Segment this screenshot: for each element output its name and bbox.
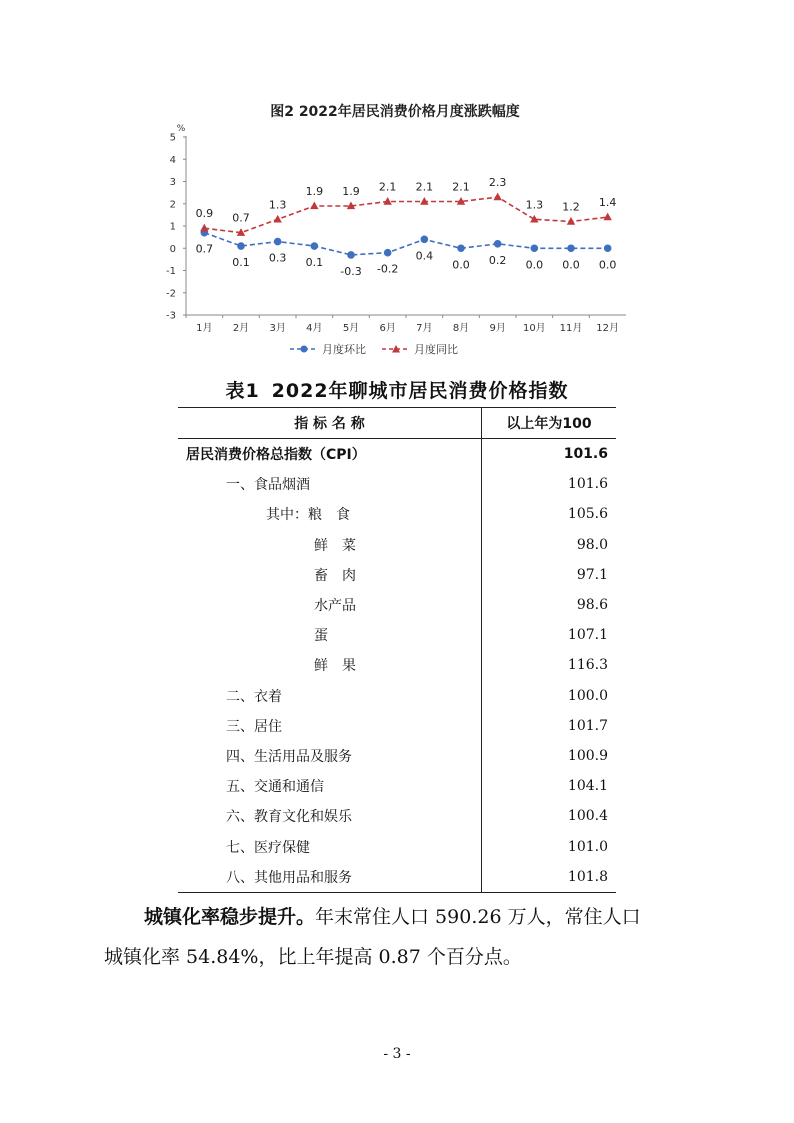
row-name: 六、教育文化和娱乐 [226,809,352,826]
row-name: 畜 肉 [314,567,356,584]
data-label-mom: 0.1 [305,256,324,270]
row-name: 三、居住 [226,718,282,735]
data-label-mom: 0.0 [452,258,470,272]
data-label-mom: 0.2 [488,253,507,267]
data-point-yoy [200,224,208,232]
y-tick-label: 2 [169,199,176,211]
data-point-mom [347,251,355,259]
data-label-yoy: 1.9 [342,184,360,198]
row-value: 98.6 [482,590,617,620]
series-line-yoy [204,197,607,233]
data-point-yoy [310,201,318,209]
row-value: 101.6 [482,439,617,470]
data-point-yoy [530,215,538,223]
row-value: 107.1 [482,620,617,650]
table-row [178,831,616,861]
row-value: 100.9 [482,741,617,771]
data-label-yoy: 1.2 [562,200,580,214]
data-point-yoy [273,215,281,223]
table-header-row [178,408,616,439]
y-tick-label: -3 [166,310,176,322]
row-name: 二、衣着 [226,688,282,705]
paragraph-lead: 城镇化率稳步提升。 [144,906,316,928]
paragraph-line-1 [104,897,704,937]
data-label-yoy: 2.1 [452,180,470,194]
legend-label-mom: 月度环比 [322,343,366,356]
data-label-mom: 0.7 [195,242,214,256]
data-point-yoy [603,213,611,221]
data-point-mom [604,244,612,252]
row-name: 七、医疗保健 [226,839,310,856]
x-tick-label: 2月 [232,323,250,334]
row-value: 116.3 [482,650,617,680]
row-value: 98.0 [482,530,617,560]
row-value: 100.4 [482,801,617,831]
y-unit-label: % [176,124,186,134]
urbanization-paragraph [104,897,704,977]
table-row [178,530,616,560]
table-row [178,801,616,831]
data-label-yoy: 0.7 [232,211,250,225]
table-row [178,681,616,711]
row-name: 五、交通和通信 [226,779,324,796]
table-row [178,560,616,590]
data-label-mom: 0.0 [562,258,580,272]
data-point-mom [274,238,282,246]
data-label-yoy: 2.1 [378,180,397,194]
data-point-yoy [493,193,501,201]
x-tick-label: 1月 [196,323,213,334]
y-tick-label: 3 [169,177,176,188]
data-point-yoy [383,197,391,205]
row-name: 鲜 果 [314,658,356,675]
table-row [178,650,616,680]
series-line-mom [204,233,607,255]
data-point-mom [531,244,539,252]
chart-legend [290,342,458,356]
data-point-mom [494,240,502,248]
table-number: 表1 [225,380,260,402]
data-label-yoy: 1.3 [525,198,544,212]
data-label-yoy: 1.3 [268,198,287,212]
data-point-mom [567,244,575,252]
row-value: 101.7 [482,711,617,741]
data-label-yoy: 1.4 [598,196,617,210]
y-tick-label: 0 [169,243,176,255]
row-value: 101.0 [482,831,617,861]
data-label-mom: 0.1 [232,256,250,270]
x-tick-label: 3月 [269,323,286,334]
row-value: 100.0 [482,681,617,711]
table-row [178,590,616,620]
table-row [178,499,616,529]
row-name: 八、其他用品和服务 [178,862,482,893]
y-tick-label: 4 [169,154,176,166]
cpi-monthly-line-chart [150,96,640,366]
row-name: 其中：粮 食 [266,507,350,524]
data-label-yoy: 2.3 [488,176,507,190]
row-value: 101.8 [482,862,617,893]
table-row [178,711,616,741]
y-tick-label: -2 [166,288,176,300]
x-tick-label: 5月 [342,323,360,334]
header-index-base: 以上年为100 [482,408,617,439]
paragraph-text-1: 年末常住人口 590.26 万人，常住人口 [315,906,641,928]
data-point-yoy [567,217,575,225]
data-point-mom [311,242,319,250]
table-row [178,741,616,771]
page-number: - 3 - [383,1046,411,1062]
row-name: 居民消费价格总指数（CPI） [186,447,366,464]
data-label-mom: 0.3 [268,251,287,265]
row-name: 水产品 [314,598,356,615]
legend-circle-marker [301,346,308,353]
row-name: 鲜 菜 [314,537,356,554]
data-label-mom: -0.3 [340,264,362,278]
legend-label-yoy: 月度同比 [414,343,458,356]
row-name: 四、生活用品及服务 [226,748,352,765]
x-tick-label: 11月 [559,323,583,334]
table-title-text: 2022年聊城市居民消费价格指数 [271,380,569,402]
data-point-mom [237,242,245,250]
table-row [178,620,616,650]
row-value: 105.6 [482,499,617,529]
table-row [178,771,616,801]
header-indicator-name: 指 标 名 称 [178,408,482,439]
y-tick-label: -1 [166,266,176,277]
y-tick-label: 1 [169,221,176,233]
x-tick-label: 4月 [306,323,323,334]
y-tick-label: 5 [169,132,176,144]
x-tick-label: 12月 [596,323,620,334]
data-label-yoy: 2.1 [415,180,434,194]
data-label-yoy: 0.9 [195,207,214,221]
row-value: 101.6 [482,469,617,499]
data-label-mom: -0.2 [376,262,399,276]
x-tick-label: 6月 [379,323,396,334]
data-label-yoy: 1.9 [305,184,324,198]
row-value: 104.1 [482,771,617,801]
row-value: 97.1 [482,560,617,590]
data-label-mom: 0.0 [525,258,544,272]
data-point-mom [457,244,465,252]
data-label-mom: 0.4 [415,249,434,263]
row-name: 蛋 [314,628,328,645]
table-row [178,469,616,499]
paragraph-line-2: 城镇化率 54.84%，比上年提高 0.87 个百分点。 [104,946,522,968]
x-tick-label: 10月 [522,323,546,334]
cpi-table [178,407,616,893]
x-tick-label: 8月 [452,323,470,334]
table-title [0,376,794,403]
row-name: 一、食品烟酒 [226,477,310,494]
x-tick-label: 7月 [416,323,433,334]
table-row [178,862,616,893]
x-tick-label: 9月 [489,323,506,334]
data-point-mom [384,249,392,257]
chart-title: 图2 2022年居民消费价格月度涨跌幅度 [270,104,520,120]
table-row [178,439,616,470]
data-label-mom: 0.0 [598,258,617,272]
data-point-mom [421,236,429,244]
